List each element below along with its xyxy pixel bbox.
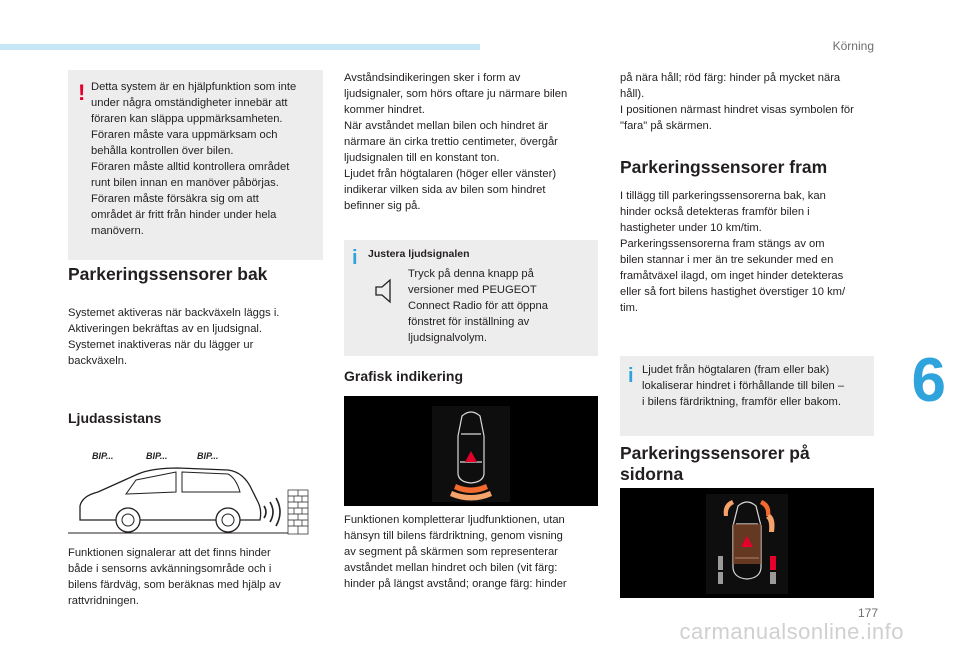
warning-text: Detta system är en hjälpfunktion som inte under några omständigheter innebär att föraren kan släppa uppmärksamheten. Föraren måste vara uppmärksam och behålla kontrollen över bilen. Föraren måste alltid kontrollera området runt bilen innan en manöver påbörjas. Föraren måste försäkra sig om att området är fritt från hinder under hela manövern. (91, 81, 297, 237)
warning-box (68, 70, 323, 260)
heading-rear-sensors: Parkeringssensorer bak (68, 264, 268, 284)
bip-label: BIP... (146, 451, 168, 461)
info-icon: i (352, 247, 358, 269)
distance-indication-text: Avståndsindikeringen sker i form av ljudsignaler, som hörs oftare ju närmare bilen kommer hindret. När avståndet mellan bilen och hindret är närmare än cirka trettio centimeter, övergår ljudsignalen till en konstant ton. Ljudet från högtalaren (höger eller vänster) indikerar vilken sida av bilen som hindret befinner sig på. (344, 72, 568, 212)
info-box-text: Tryck på denna knapp på versioner med PEUGEOT Connect Radio för att öppna fönstret för inställning av ljudsignalvolym. (408, 268, 548, 344)
heading-side-sensors: Parkeringssensorer på sidorna (620, 443, 810, 484)
page-number: 177 (857, 606, 878, 620)
side-sensor-display (620, 488, 874, 598)
rear-sensors-text: Systemet aktiveras när backväxeln läggs i. Aktiveringen bekräftas av en ljudsignal. Systemet inaktiveras när du lägger ur backväxeln. (68, 307, 280, 367)
info-box-title: Justera ljudsignalen (368, 248, 470, 260)
section-title: Körning (832, 39, 874, 53)
bip-label: BIP... (197, 451, 219, 461)
heading-front-sensors: Parkeringssensorer fram (620, 157, 828, 177)
info-box-speaker (620, 356, 874, 436)
sound-waves-icon (264, 498, 280, 526)
rear-sensor-display (344, 396, 598, 506)
heading-sound-assist: Ljudassistans (68, 410, 162, 426)
chapter-number: 6 (911, 346, 946, 415)
front-sensors-text: I tillägg till parkeringssensorerna bak, kan hinder också detekteras framför bilen i hastigheter under 10 km/tim. Parkeringssensorerna fram stängs av om bilen stannar i mer än tre sekunder med en framåtväxel ilagd, om inget hinder detekteras eller så fort bilens hastighet överstiger 10 km/ tim. (620, 190, 846, 314)
info-icon: i (628, 365, 634, 387)
header-bar (0, 44, 480, 50)
heading-graphic-indication: Grafisk indikering (344, 368, 464, 384)
warning-icon: ! (78, 80, 86, 105)
car-side-icon (68, 468, 293, 533)
info-box-sound-volume (344, 240, 598, 356)
graphic-indication-caption: Funktionen kompletterar ljudfunktionen, utan hänsyn till bilens färdriktning, genom visning av segment på skärmen som representerar avståndet mellan hindret och bilen (vit färg: hinder på längst avstånd; orange färg: hinder (344, 514, 567, 590)
speaker-icon (372, 276, 402, 306)
sound-assist-caption: Funktionen signalerar att det finns hinder både i sensorns avkänningsområde och i bilens färdväg, som beräknas med hjälp av rattvridningen. (68, 547, 281, 607)
info-box-speaker-text: Ljudet från högtalaren (fram eller bak) lokaliserar hindret i förhållande till bilen – i bilens färdriktning, framför eller bakom. (642, 364, 845, 408)
car-sound-illustration (68, 440, 323, 542)
watermark: carmanualsonline.info (679, 619, 904, 644)
graphic-indication-continued: på nära håll; röd färg: hinder på mycket nära håll). I positionen närmast hindret visas symbolen för "fara" på skärmen. (620, 72, 854, 132)
brick-wall-icon (288, 490, 308, 534)
bip-label: BIP... (92, 451, 114, 461)
